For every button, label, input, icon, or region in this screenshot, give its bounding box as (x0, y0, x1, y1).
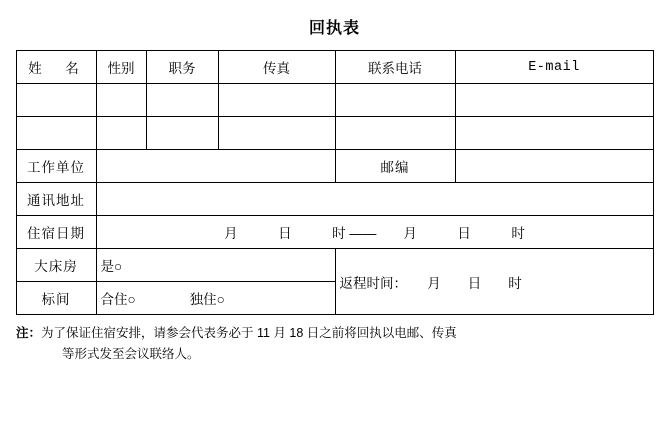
page-title: 回执表 (308, 20, 360, 37)
cell-gender-input[interactable] (96, 117, 146, 150)
note-line-1: 为了保证住宿安排，请参会代表务必于 11 月 18 日之前将回执以电邮、传真 (41, 326, 457, 340)
row-label-address: 通讯地址 (16, 183, 96, 216)
cell-position-input[interactable] (146, 84, 218, 117)
cell-email-input[interactable] (455, 84, 653, 117)
table-row (16, 84, 653, 117)
receipt-form-table (16, 50, 654, 315)
row-label-big-bed-room: 大床房 (16, 249, 96, 282)
cell-return-time[interactable]: 返程时间： 月 日 时 (335, 249, 653, 315)
note-line-2: 等形式发至会议联络人。 (62, 347, 200, 362)
cell-stay-date-input[interactable]: 月 日 时 —— 月 日 时 (96, 216, 653, 249)
table-header-row (16, 51, 653, 84)
cell-gender-input[interactable] (96, 84, 146, 117)
column-header-name: 姓 名 (16, 51, 96, 84)
cell-address-input[interactable] (96, 183, 653, 216)
row-label-stay-date: 住宿日期 (16, 216, 96, 249)
column-header-phone: 联系电话 (335, 51, 455, 84)
cell-name-input[interactable] (16, 117, 96, 150)
cell-position-input[interactable] (146, 117, 218, 150)
column-header-email: E-mail (455, 51, 653, 84)
table-row-address (16, 183, 653, 216)
cell-phone-input[interactable] (335, 84, 455, 117)
row-label-postcode: 邮编 (335, 150, 455, 183)
note-block (16, 323, 653, 366)
row-label-work-unit: 工作单位 (16, 150, 96, 183)
table-row-work-unit (16, 150, 653, 183)
column-header-gender: 性别 (96, 51, 146, 84)
cell-fax-input[interactable] (218, 84, 335, 117)
table-row-stay-date (16, 216, 653, 249)
cell-fax-input[interactable] (218, 117, 335, 150)
table-row (16, 117, 653, 150)
note-prefix (16, 326, 41, 340)
cell-standard-room-option[interactable]: 合住○ 独住○ (96, 282, 335, 315)
cell-big-bed-option[interactable]: 是○ (96, 249, 335, 282)
column-header-fax: 传真 (218, 51, 335, 84)
column-header-position: 职务 (146, 51, 218, 84)
cell-name-input[interactable] (16, 84, 96, 117)
cell-email-input[interactable] (455, 117, 653, 150)
cell-postcode-input[interactable] (455, 150, 653, 183)
table-row-big-bed (16, 249, 653, 282)
cell-work-unit-input[interactable] (96, 150, 335, 183)
note-prefix-text: 注： (16, 326, 42, 340)
row-label-standard-room: 标间 (16, 282, 96, 315)
cell-phone-input[interactable] (335, 117, 455, 150)
